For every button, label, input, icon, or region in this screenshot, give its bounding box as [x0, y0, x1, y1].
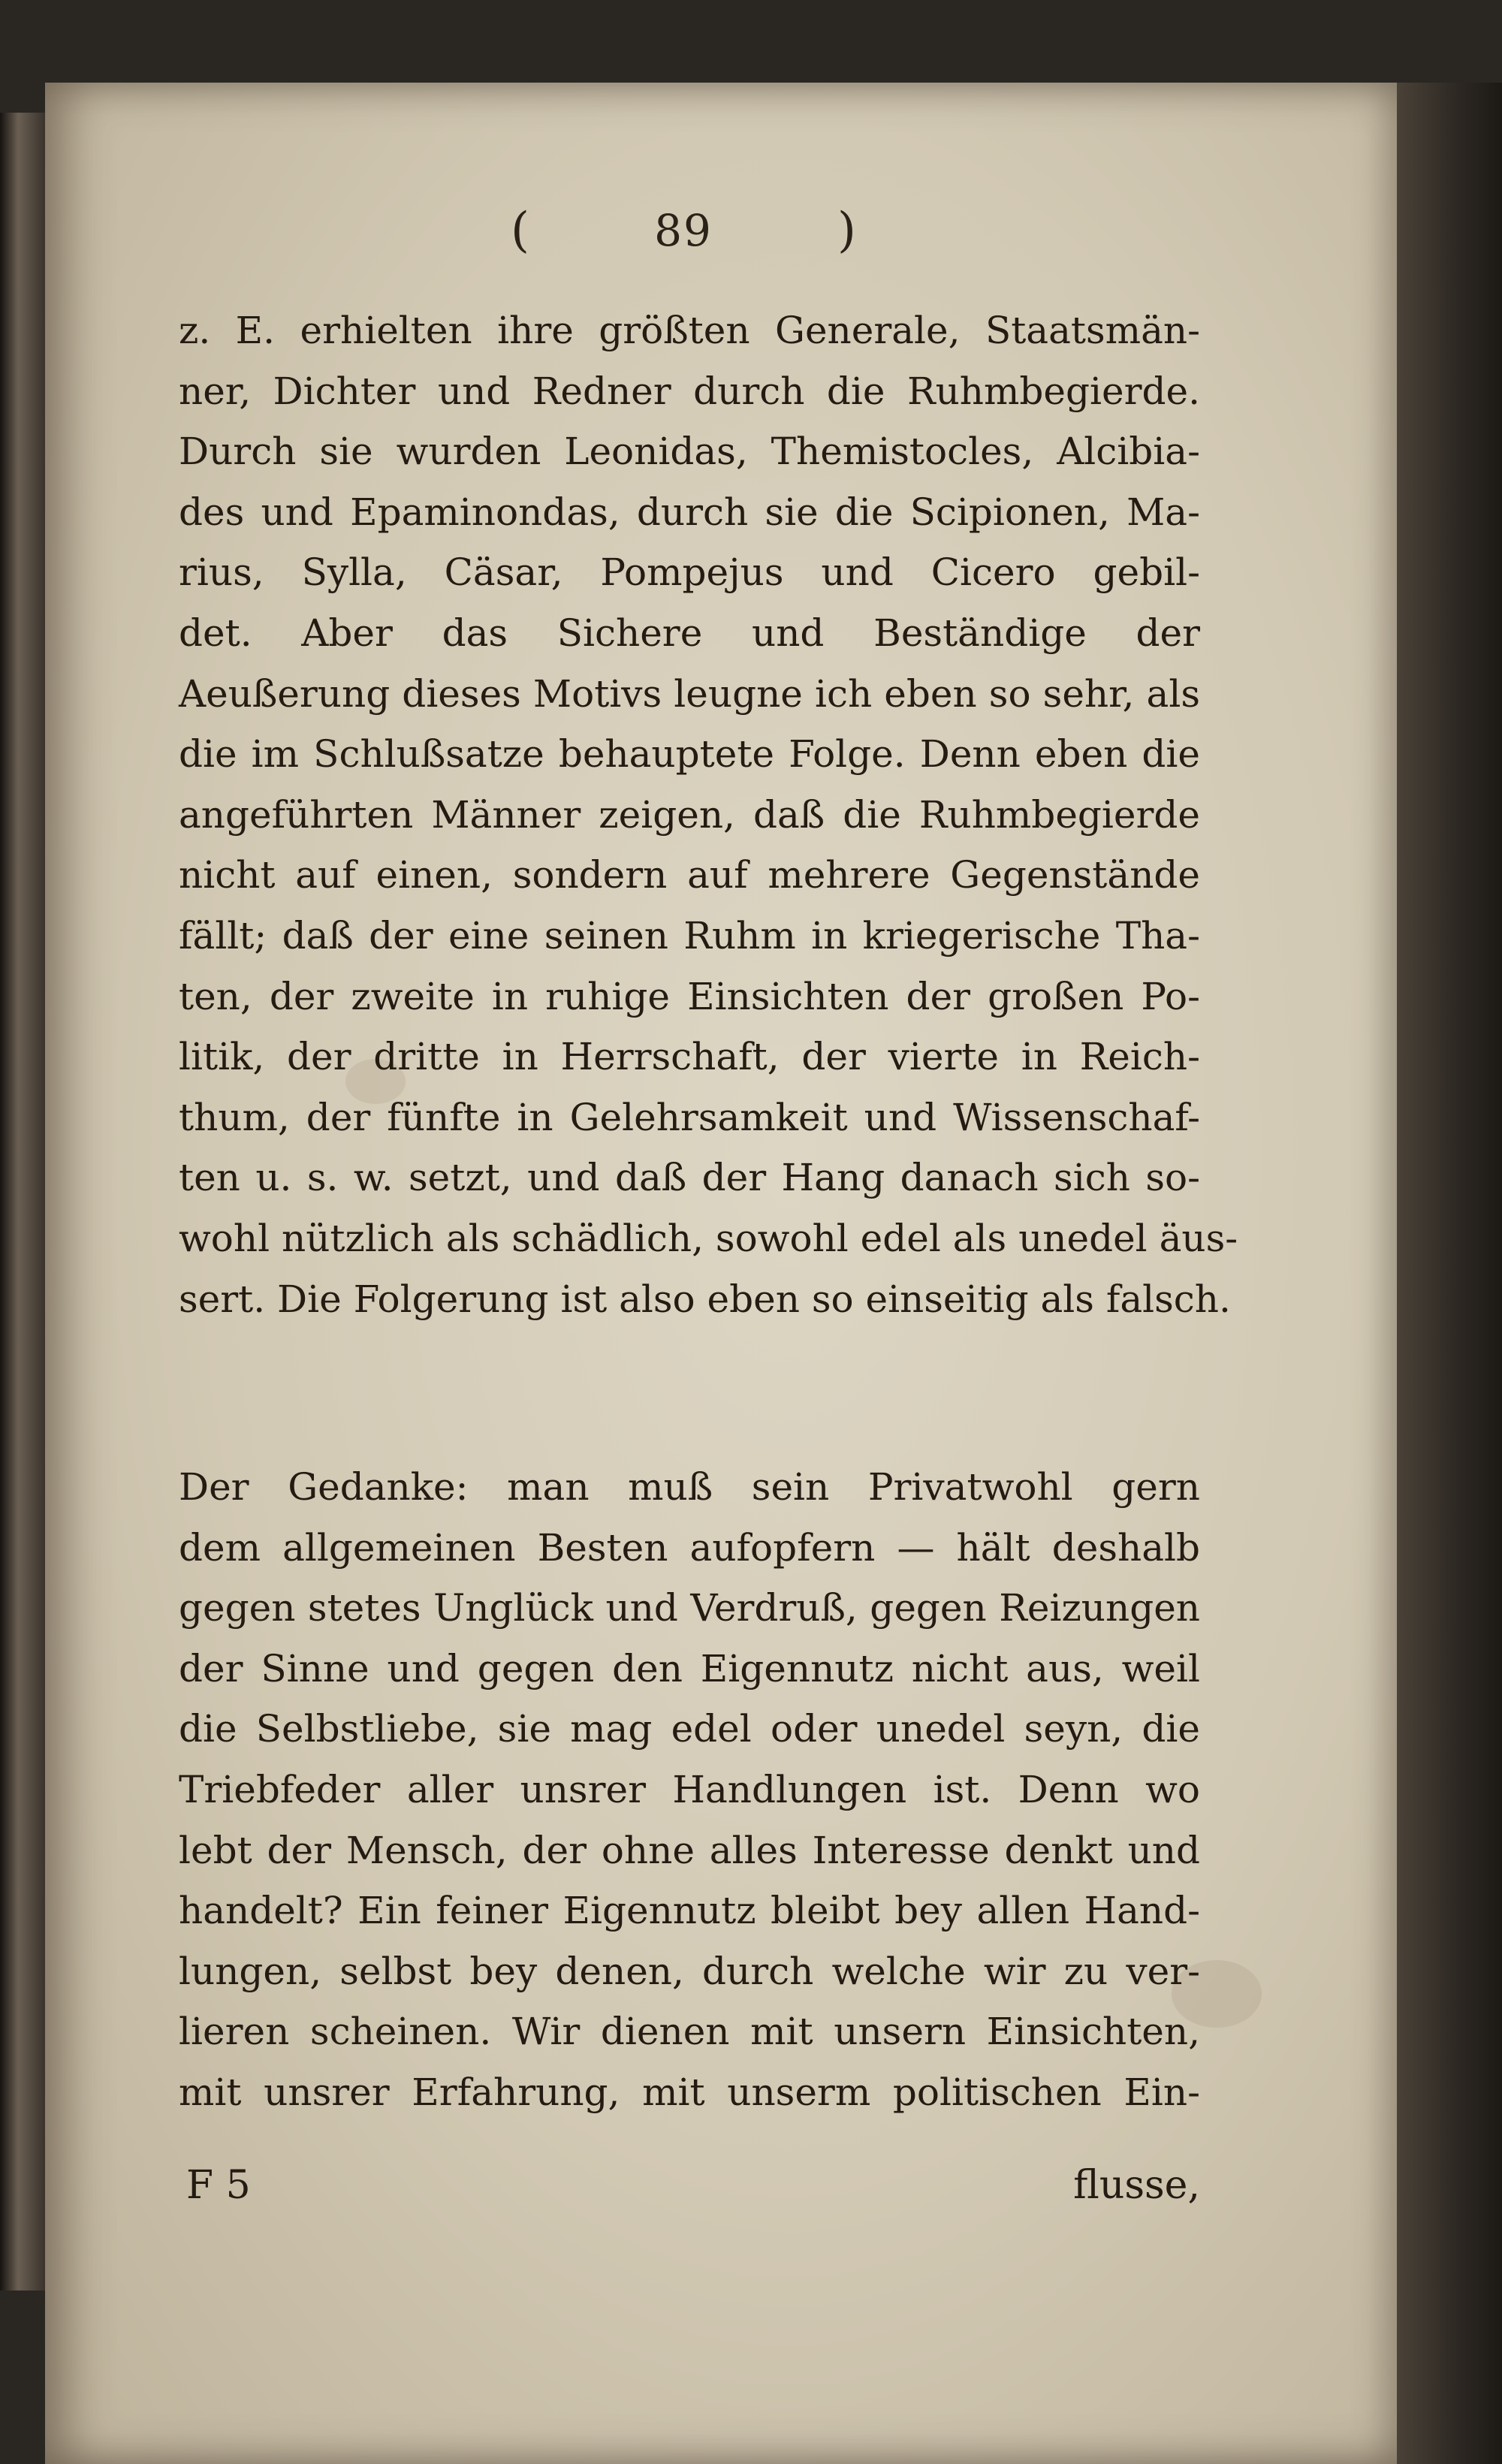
paragraph-2: [179, 1457, 1200, 2123]
text-line: angeführten Männer zeigen, daß die Ruhmbegierde: [179, 792, 1200, 837]
text-line: thum, der fünfte in Gelehrsamkeit und Wissenschaf-: [179, 1095, 1200, 1139]
running-head: [511, 203, 856, 258]
text-line: handelt? Ein feiner Eigennutz bleibt bey allen Hand-: [179, 1889, 1200, 1933]
text-line: fällt; daß der eine seinen Ruhm in kriegerische Tha-: [179, 913, 1200, 958]
text-line: lebt der Mensch, der ohne alles Interesse denkt und: [179, 1828, 1200, 1872]
page-footer: [179, 2163, 1200, 2223]
book-spine-shadow: [0, 113, 45, 2291]
text-line: ner, Dichter und Redner durch die Ruhmbegierde.: [179, 369, 1200, 413]
text-line: ten, der zweite in ruhige Einsichten der großen Po-: [179, 974, 1200, 1018]
page-number: 89: [654, 205, 713, 256]
text-line: Durch sie wurden Leonidas, Themistocles, Alcibia-: [179, 430, 1200, 474]
text-line: der Sinne und gegen den Eigennutz nicht aus, weil: [179, 1646, 1200, 1690]
text-line: wohl nützlich als schädlich, sowohl edel als unedel äus-: [179, 1216, 1238, 1260]
text-line: die im Schlußsatze behauptete Folge. Denn eben die: [179, 732, 1200, 777]
paragraph-1: [179, 300, 1238, 1329]
running-head-open-paren: (: [511, 203, 529, 258]
text-line: die Selbstliebe, sie mag edel oder unedel seyn, die: [179, 1707, 1200, 1751]
text-line: litik, der dritte in Herrschaft, der vierte in Reich-: [179, 1035, 1200, 1079]
text-line: nicht auf einen, sondern auf mehrere Gegenstände: [179, 853, 1200, 897]
text-line: Aeußerung dieses Motivs leugne ich eben so sehr, als: [179, 671, 1200, 716]
text-line: Der Gedanke: man muß sein Privatwohl gern: [179, 1465, 1200, 1509]
catchword: flusse,: [1073, 2163, 1200, 2208]
text-line: sert. Die Folgerung ist also eben so einseitig als falsch.: [179, 1277, 1231, 1321]
signature-mark: F 5: [186, 2163, 251, 2208]
text-line: dem allgemeinen Besten aufopfern — hält deshalb: [179, 1525, 1200, 1570]
text-line: des und Epaminondas, durch sie die Scipionen, Ma-: [179, 490, 1200, 534]
text-line: lungen, selbst bey denen, durch welche wir zu ver-: [179, 1949, 1200, 1993]
text-line: det. Aber das Sichere und Beständige der: [179, 611, 1200, 655]
running-head-close-paren: ): [837, 203, 856, 258]
text-line: gegen stetes Unglück und Verdruß, gegen Reizungen: [179, 1586, 1200, 1630]
text-line: Triebfeder aller unsrer Handlungen ist. Denn wo: [179, 1767, 1200, 1811]
text-line: mit unsrer Erfahrung, mit unserm politischen Ein-: [179, 2070, 1200, 2114]
text-line: lieren scheinen. Wir dienen mit unsern Einsichten,: [179, 2010, 1200, 2054]
text-line: rius, Sylla, Cäsar, Pompejus und Cicero gebil-: [179, 550, 1200, 595]
text-line: ten u. s. w. setzt, und daß der Hang danach sich so-: [179, 1156, 1200, 1200]
page-edge-shadow: [1397, 83, 1502, 2464]
text-line: z. E. erhielten ihre größten Generale, Staatsmän-: [179, 309, 1200, 352]
